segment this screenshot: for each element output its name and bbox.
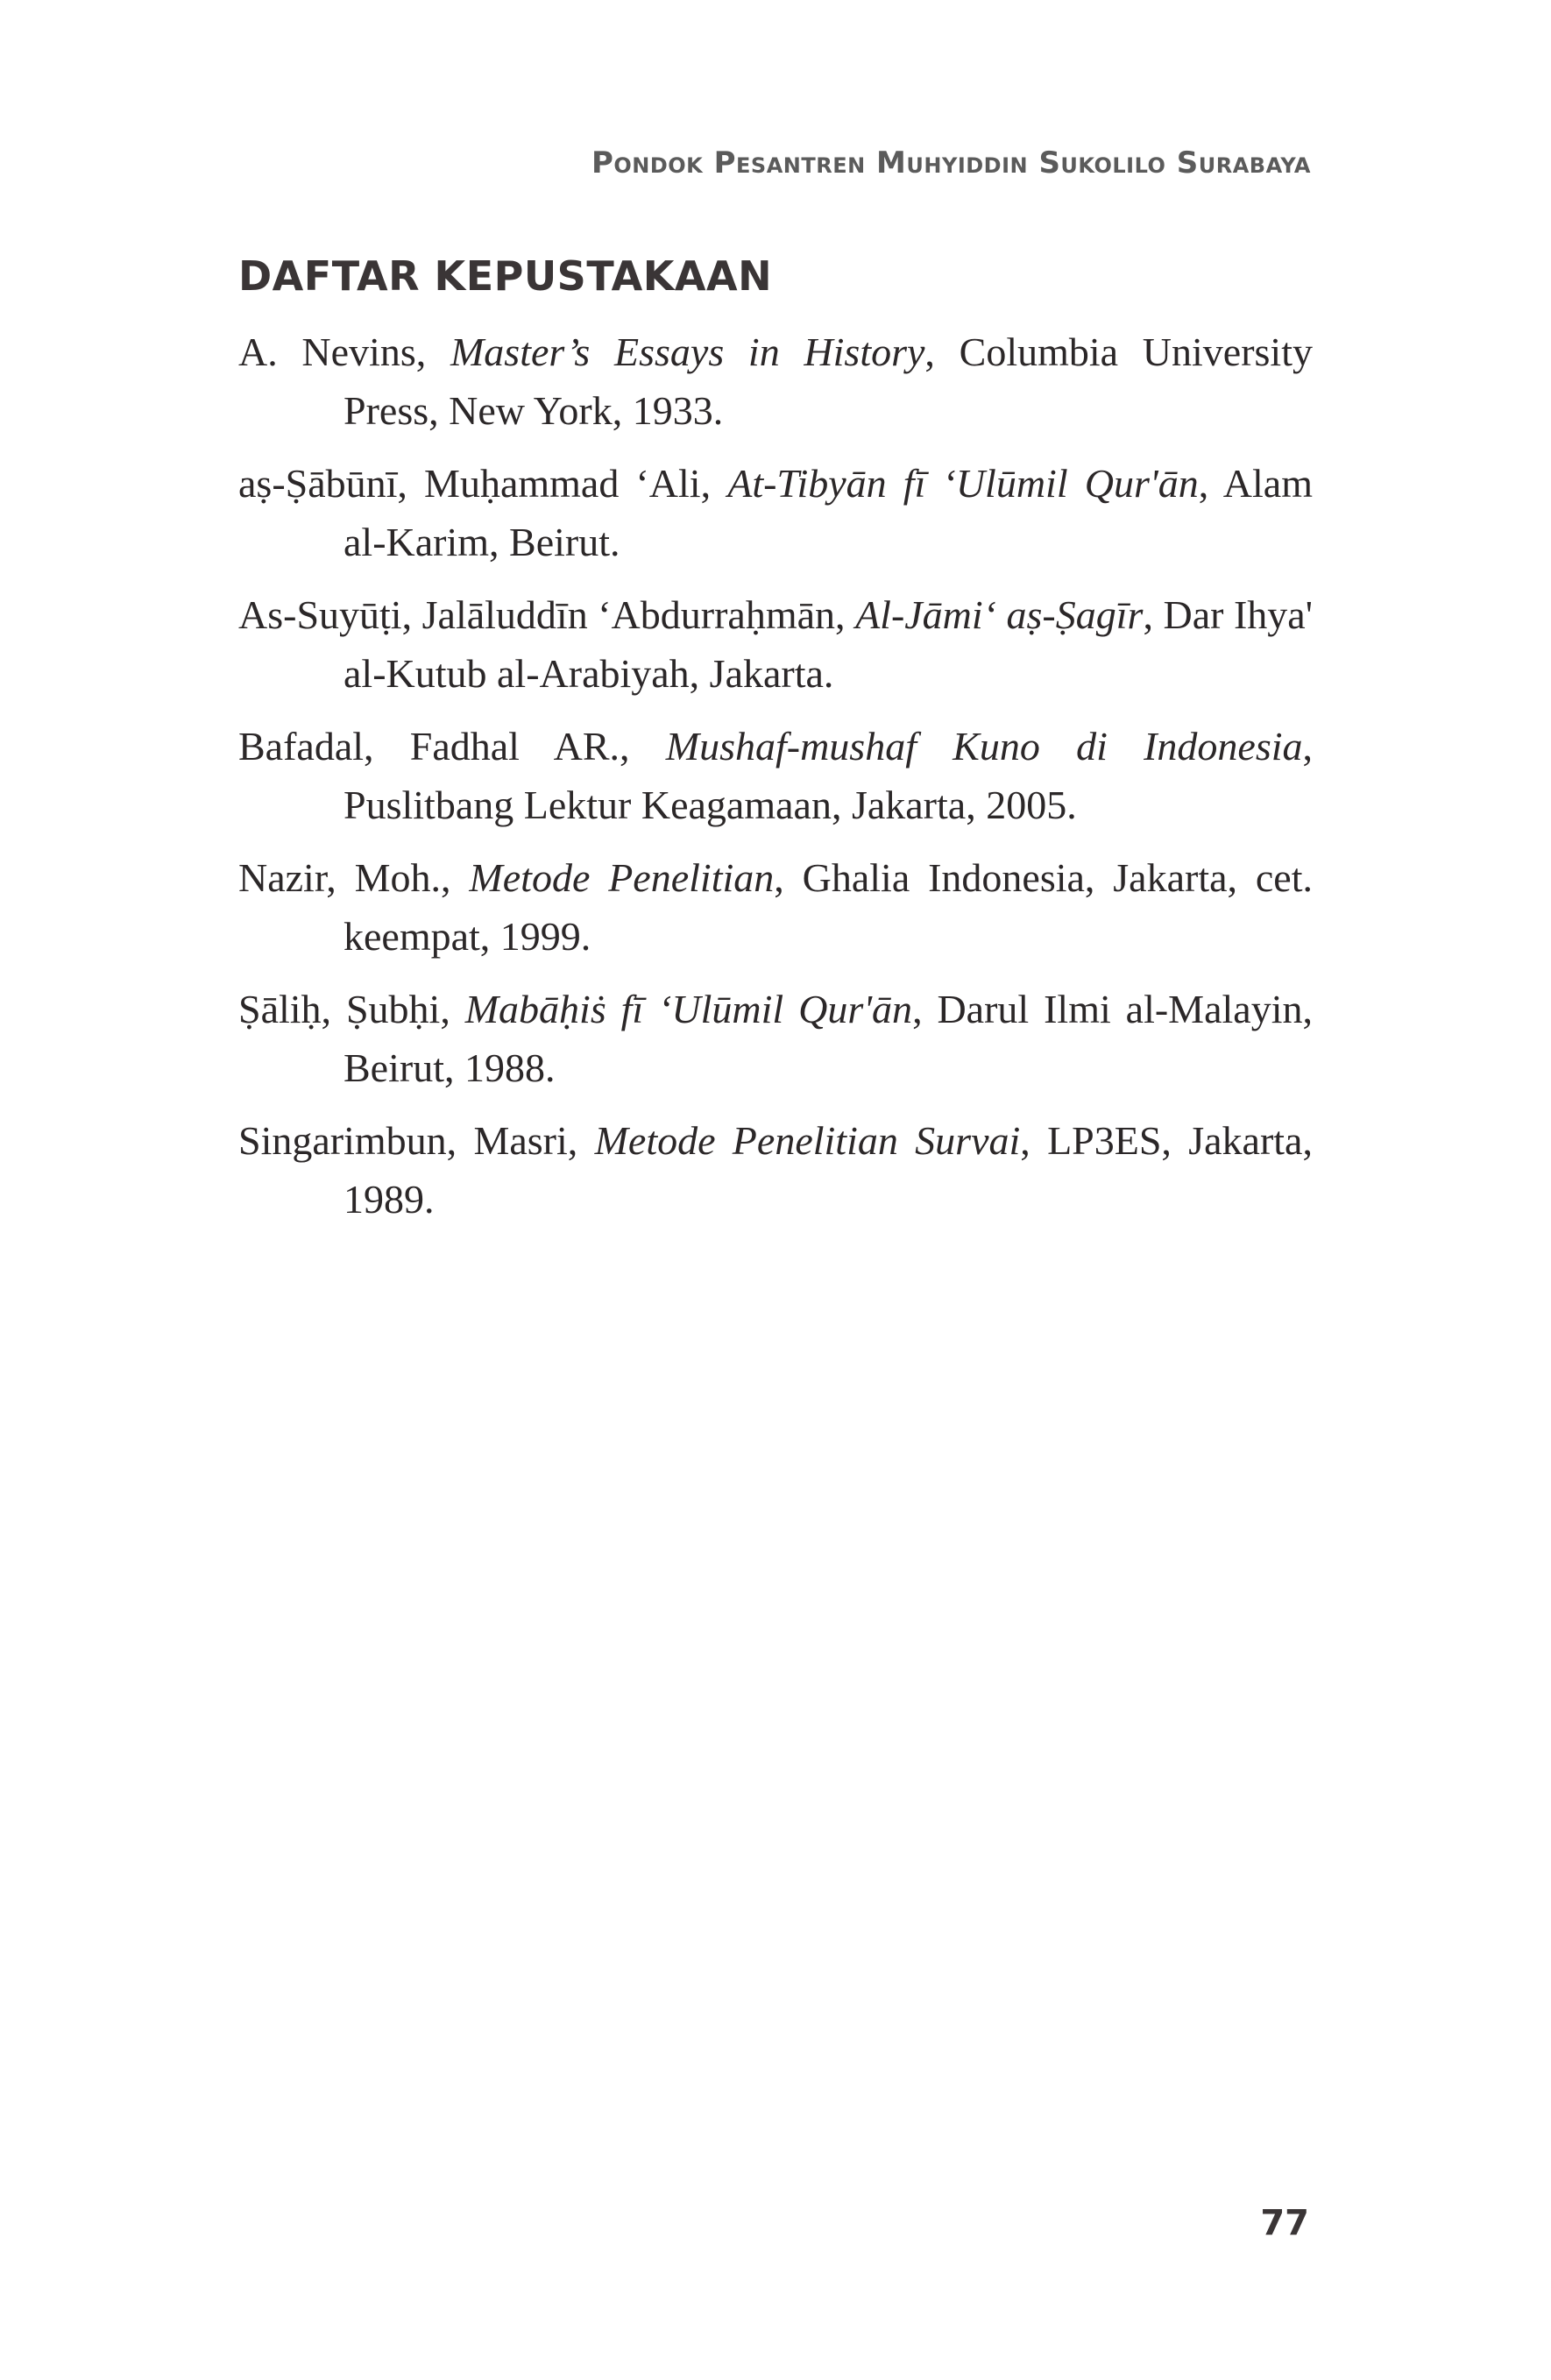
entry-title: Mabāḥiṡ fī ‘Ulūmil Qur'ān (464, 987, 913, 1031)
entry-details: , Darul Ilmi al-Malayin, Beirut, 1988. (343, 987, 1313, 1090)
bibliography-entry (238, 585, 1313, 703)
entry-details: , Ghalia Indonesia, Jakarta, cet. keempat, 1999. (343, 855, 1313, 959)
entry-details: , Puslitbang Lektur Keagamaan, Jakarta, 2005. (343, 724, 1313, 827)
entry-title: Mushaf-mushaf Kuno di Indonesia (665, 724, 1303, 769)
entry-title: Master’s Essays in History (450, 329, 925, 374)
entry-details: , LP3ES, Jakarta, 1989. (343, 1118, 1313, 1222)
bibliography-entry (238, 322, 1313, 440)
bibliography-entry (238, 454, 1313, 571)
entry-details: , Columbia University Press, New York, 1933. (343, 329, 1313, 433)
entry-title: Metode Penelitian (469, 855, 775, 900)
entry-author: A. Nevins, (238, 329, 450, 374)
bibliography-entry (238, 717, 1313, 834)
entry-author: Nazir, Moh., (238, 855, 470, 900)
entry-author: As-Suyūṭi, Jalāluddīn ‘Abdurraḥmān, (238, 592, 856, 637)
bibliography-entry (238, 980, 1313, 1097)
entry-title: Metode Penelitian Survai (594, 1118, 1021, 1163)
bibliography-entry (238, 1111, 1313, 1229)
entry-author: aṣ-Ṣābūnī, Muḥammad ‘Ali, (238, 461, 728, 506)
bibliography-list (238, 322, 1313, 1243)
entry-details: , Dar Ihya' al-Kutub al-Arabiyah, Jakarta. (343, 592, 1313, 696)
bibliography-entry (238, 848, 1313, 966)
entry-author: Bafadal, Fadhal AR., (238, 724, 666, 769)
entry-details: , Alam al-Karim, Beirut. (343, 461, 1313, 564)
entry-title: At-Tibyān fī ‘Ulūmil Qur'ān (727, 461, 1199, 506)
entry-title: Al-Jāmi‘ aṣ-Ṣagīr (855, 592, 1144, 637)
running-header: Pondok Pesantren Muhyiddin Sukolilo Surabaya (591, 145, 1311, 181)
section-title: DAFTAR KEPUSTAKAAN (238, 252, 773, 300)
page-number: 77 (1260, 2203, 1309, 2243)
entry-author: Ṣāliḥ, Ṣubḥi, (238, 987, 465, 1031)
entry-author: Singarimbun, Masri, (238, 1118, 595, 1163)
